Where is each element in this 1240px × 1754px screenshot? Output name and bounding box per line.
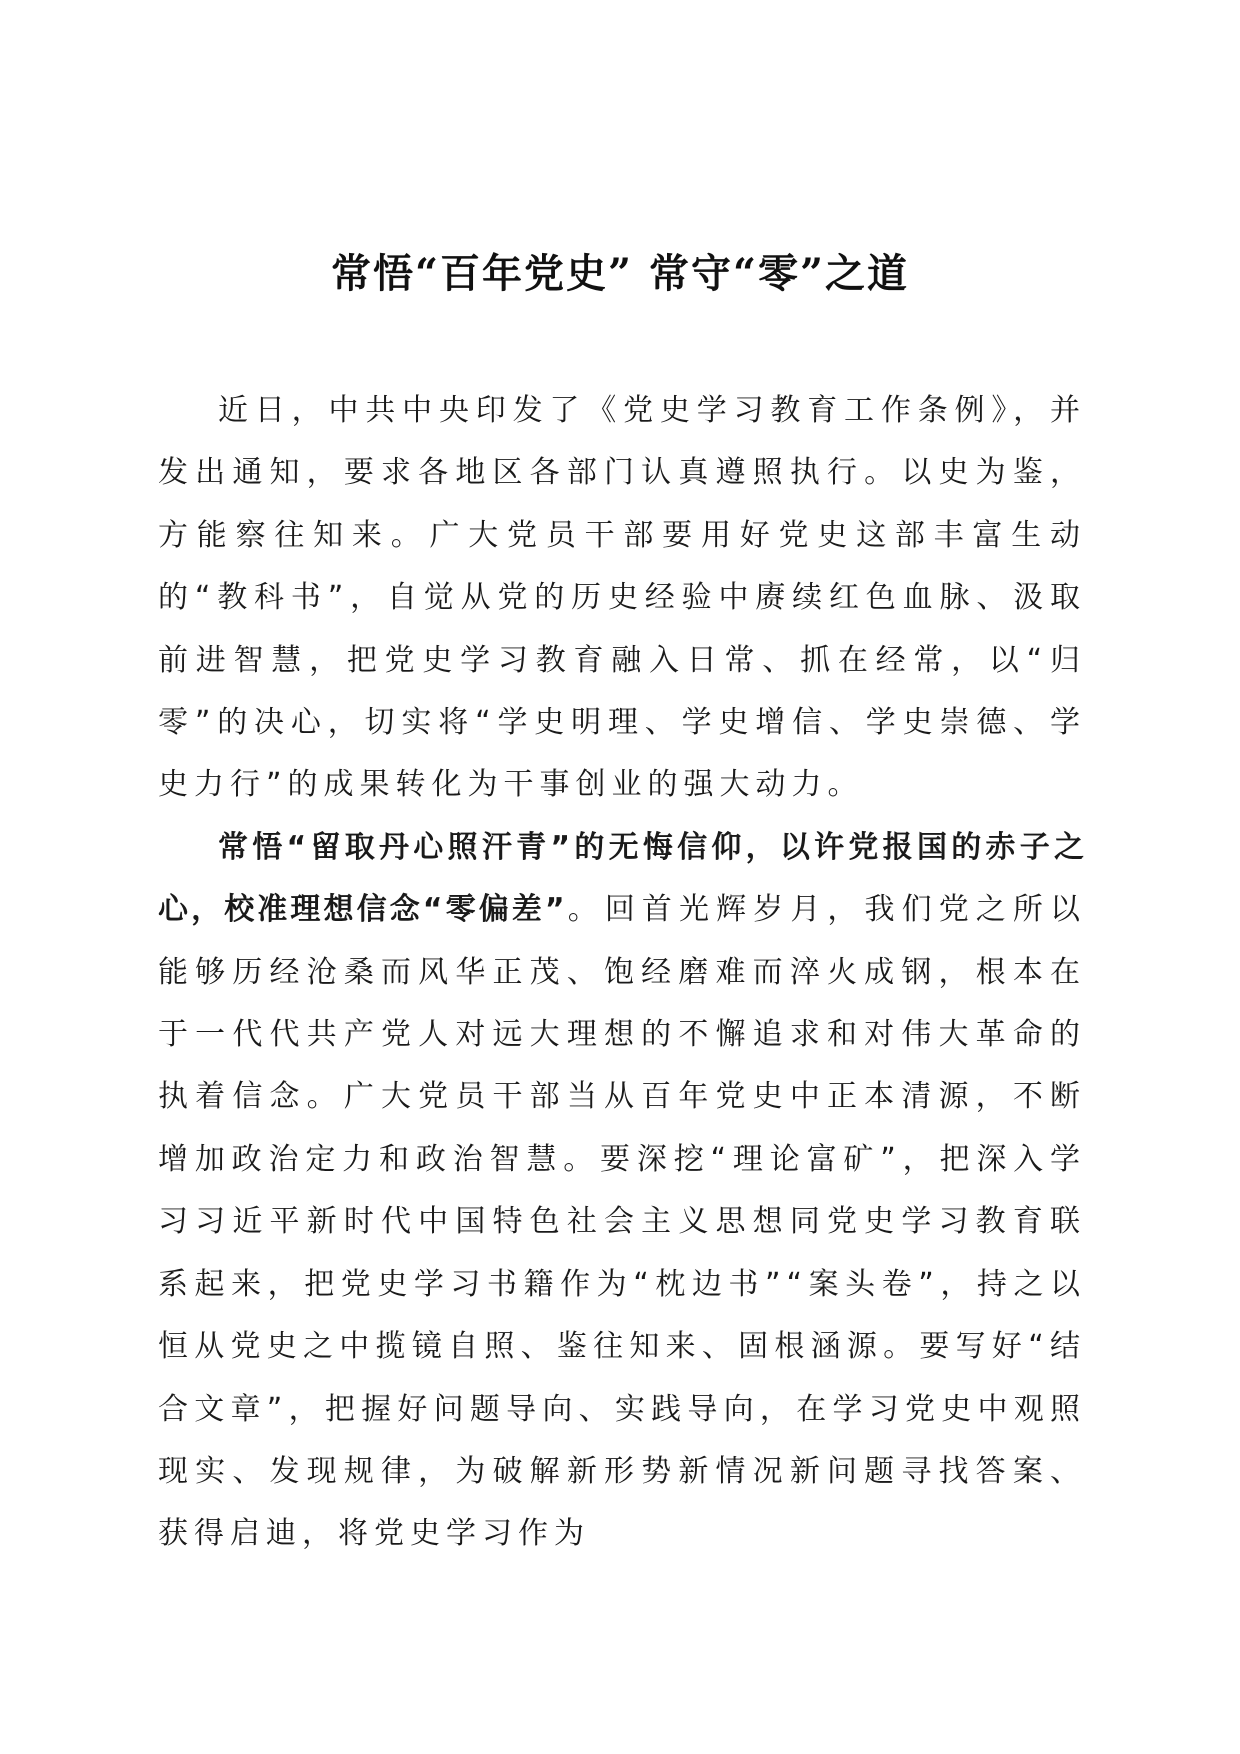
paragraph-1: [158, 380, 1086, 817]
paragraph-2-lead: 常悟“留取丹心照汗青”的无悔信仰，以许党报国的赤子之心，校准理想信念“零偏差”: [158, 829, 1086, 928]
document-body: [158, 380, 1086, 1566]
paragraph-1-text: 近日，中共中央印发了《党史学习教育工作条例》，并发出通知，要求各地区各部门认真遵照执行。以史为鉴，方能察往知来。广大党员干部要用好党史这部丰富生动的“教科书”，自觉从党的历史经验中赓续红色血脉、汲取前进智慧，把党史学习教育融入日常、抓在经常，以“归零”的决心，切实将“学史明理、学史增信、学史崇德、学史力行”的成果转化为干事创业的强大动力。: [158, 393, 1086, 803]
document-title: 常悟“百年党史” 常守“零”之道: [331, 250, 909, 297]
paragraph-2-text: 。回首光辉岁月，我们党之所以能够历经沧桑而风华正茂、饱经磨难而淬火成钢，根本在于一代代共产党人对远大理想的不懈追求和对伟大革命的执着信念。广大党员干部当从百年党史中正本清源，不断增加政治定力和政治智慧。要深挖“理论富矿”，把深入学习习近平新时代中国特色社会主义思想同党史学习教育联系起来，把党史学习书籍作为“枕边书”“案头卷”，持之以恒从党史之中揽镜自照、鉴往知来、固根涵源。要写好“结合文章”，把握好问题导向、实践导向，在学习党史中观照现实、发现规律，为破解新形势新情况新问题寻找答案、获得启迪，将党史学习作为: [158, 892, 1087, 1552]
paragraph-2: [158, 817, 1086, 1566]
